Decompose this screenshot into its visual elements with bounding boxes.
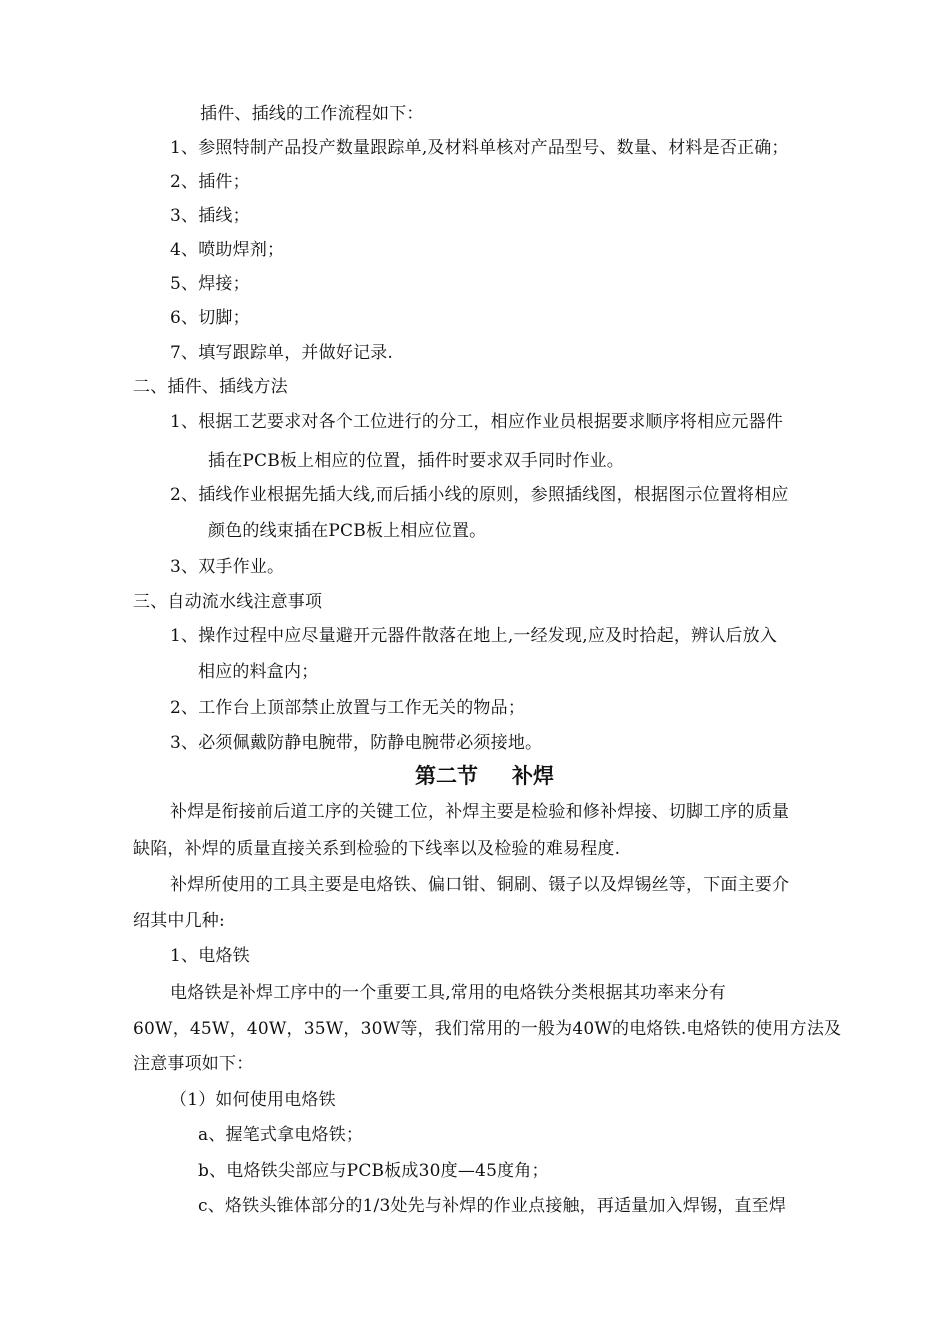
note-3: 3、必须佩戴防静电腕带，防静电腕带必须接地。 xyxy=(170,733,543,753)
section-heading-title: 补焊 xyxy=(512,764,554,788)
flow-step-7: 7、填写跟踪单，并做好记录. xyxy=(170,343,394,363)
paragraph-1-line-1: 补焊是衔接前后道工序的关键工位，补焊主要是检验和修补焊接、切脚工序的质量 xyxy=(170,802,790,822)
section-3-title: 三、自动流水线注意事项 xyxy=(133,592,323,612)
flow-step-5: 5、焊接； xyxy=(170,274,250,294)
tool-1-title: 1、电烙铁 xyxy=(170,946,250,966)
flow-step-6: 6、切脚； xyxy=(170,308,250,328)
usage-title: （1）如何使用电烙铁 xyxy=(170,1090,336,1110)
method-2-line-2: 颜色的线束插在PCB板上相应位置。 xyxy=(208,521,487,541)
paragraph-3-line-3: 注意事项如下： xyxy=(133,1054,254,1074)
flow-step-3: 3、插线； xyxy=(170,206,250,226)
method-3: 3、双手作业。 xyxy=(170,557,285,577)
paragraph-1-line-2: 缺陷，补焊的质量直接关系到检验的下线率以及检验的难易程度. xyxy=(133,839,621,859)
section-heading-number: 第二节 xyxy=(415,764,478,788)
paragraph-3-line-1: 电烙铁是补焊工序中的一个重要工具,常用的电烙铁分类根据其功率来分有 xyxy=(170,983,727,1003)
flow-step-4: 4、喷助焊剂； xyxy=(170,240,285,260)
method-1-line-1: 1、根据工艺要求对各个工位进行的分工，相应作业员根据要求顺序将相应元器件 xyxy=(170,412,784,432)
flow-step-2: 2、插件； xyxy=(170,172,250,192)
usage-b: b、电烙铁尖部应与PCB板成30度—45度角； xyxy=(198,1161,549,1181)
paragraph-2-line-1: 补焊所使用的工具主要是电烙铁、偏口钳、铜刷、镊子以及焊锡丝等，下面主要介 xyxy=(170,875,790,895)
paragraph-2-line-2: 绍其中几种: xyxy=(133,911,225,931)
method-2-line-1: 2、插线作业根据先插大线,而后插小线的原则，参照插线图，根据图示位置将相应 xyxy=(170,485,789,505)
paragraph-3-line-2: 60W，45W，40W，35W，30W等，我们常用的一般为40W的电烙铁.电烙铁的使用方法及 xyxy=(133,1019,842,1039)
note-2: 2、工作台上顶部禁止放置与工作无关的物品； xyxy=(170,698,526,718)
flow-intro: 插件、插线的工作流程如下： xyxy=(200,104,424,124)
method-1-line-2: 插在PCB板上相应的位置，插件时要求双手同时作业。 xyxy=(208,451,624,471)
usage-c: c、烙铁头锥体部分的1/3处先与补焊的作业点接触，再适量加入焊锡，直至焊 xyxy=(198,1196,787,1216)
note-1-line-1: 1、操作过程中应尽量避开元器件散落在地上,一经发现,应及时拾起，辨认后放入 xyxy=(170,626,778,646)
flow-step-1: 1、参照特制产品投产数量跟踪单,及材料单核对产品型号、数量、材料是否正确； xyxy=(170,138,789,158)
note-1-line-2: 相应的料盒内； xyxy=(198,662,319,682)
usage-a: a、握笔式拿电烙铁； xyxy=(198,1125,364,1145)
section-2-title: 二、插件、插线方法 xyxy=(133,377,288,397)
section-heading xyxy=(415,762,554,790)
